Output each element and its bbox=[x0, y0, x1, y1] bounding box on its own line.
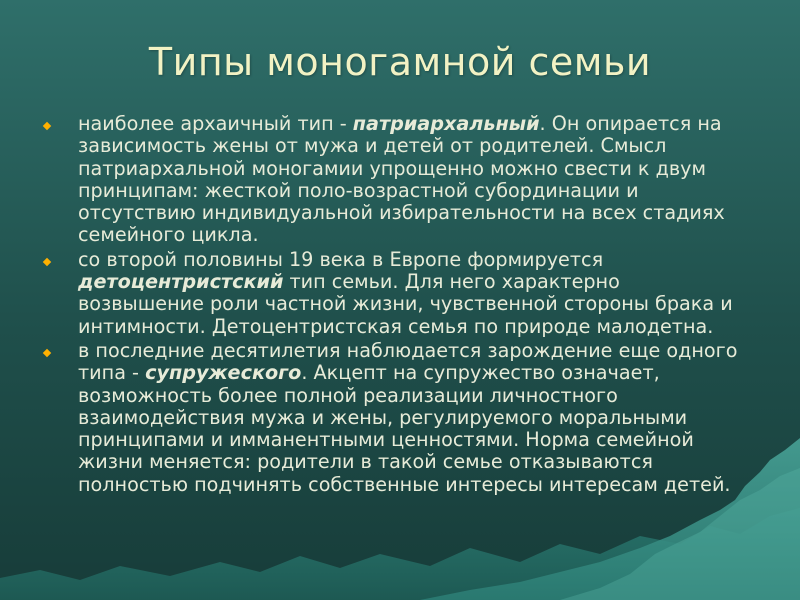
bullet-text-before: со второй половины 19 века в Европе формируется bbox=[78, 247, 604, 271]
bullet-emphasis: патриархальный bbox=[352, 112, 540, 135]
bullet-emphasis: супружеского bbox=[145, 361, 302, 385]
bullet-text-after: . Он опирается на зависимость жены от мужа и детей от родителей. Смысл патриархальной моногамии упрощенно можно свести к двум принципам: жесткой поло-возрастной субординации и отсутствию индивидуальной избирательности на всех стадиях семейного цикла. bbox=[78, 112, 725, 247]
bullet-text-after: тип семьи. Для него характерно возвышение роли частной жизни, чувственной стороны брака и интимности. Детоцентристская семья по природе малодетна. bbox=[78, 270, 733, 338]
diamond-bullet-icon bbox=[43, 122, 51, 130]
bullet-item bbox=[42, 113, 747, 247]
bullet-text-before: в последние десятилетия наблюдается зарождение еще одного типа - bbox=[78, 338, 738, 385]
bullet-list bbox=[42, 113, 747, 498]
bullet-text-after: . Акцепт на супружество означает, возможность более полной реализации личностного взаимодействия мужа и жены, регулируемого моральными принципами и имманентными ценностями. Норма семейной жизни меняется: родители в такой семье отказываются полностью подчинять собственные интересы интересам детей. bbox=[78, 361, 731, 496]
slide-title: Типы моногамной семьи bbox=[148, 40, 652, 84]
bullet-item bbox=[42, 340, 747, 496]
bullet-item bbox=[42, 249, 747, 338]
diamond-bullet-icon bbox=[43, 349, 51, 357]
bullet-emphasis: детоцентристский bbox=[78, 270, 284, 294]
bullet-text-before: наиболее архаичный тип - bbox=[78, 112, 353, 135]
diamond-bullet-icon bbox=[43, 258, 51, 266]
